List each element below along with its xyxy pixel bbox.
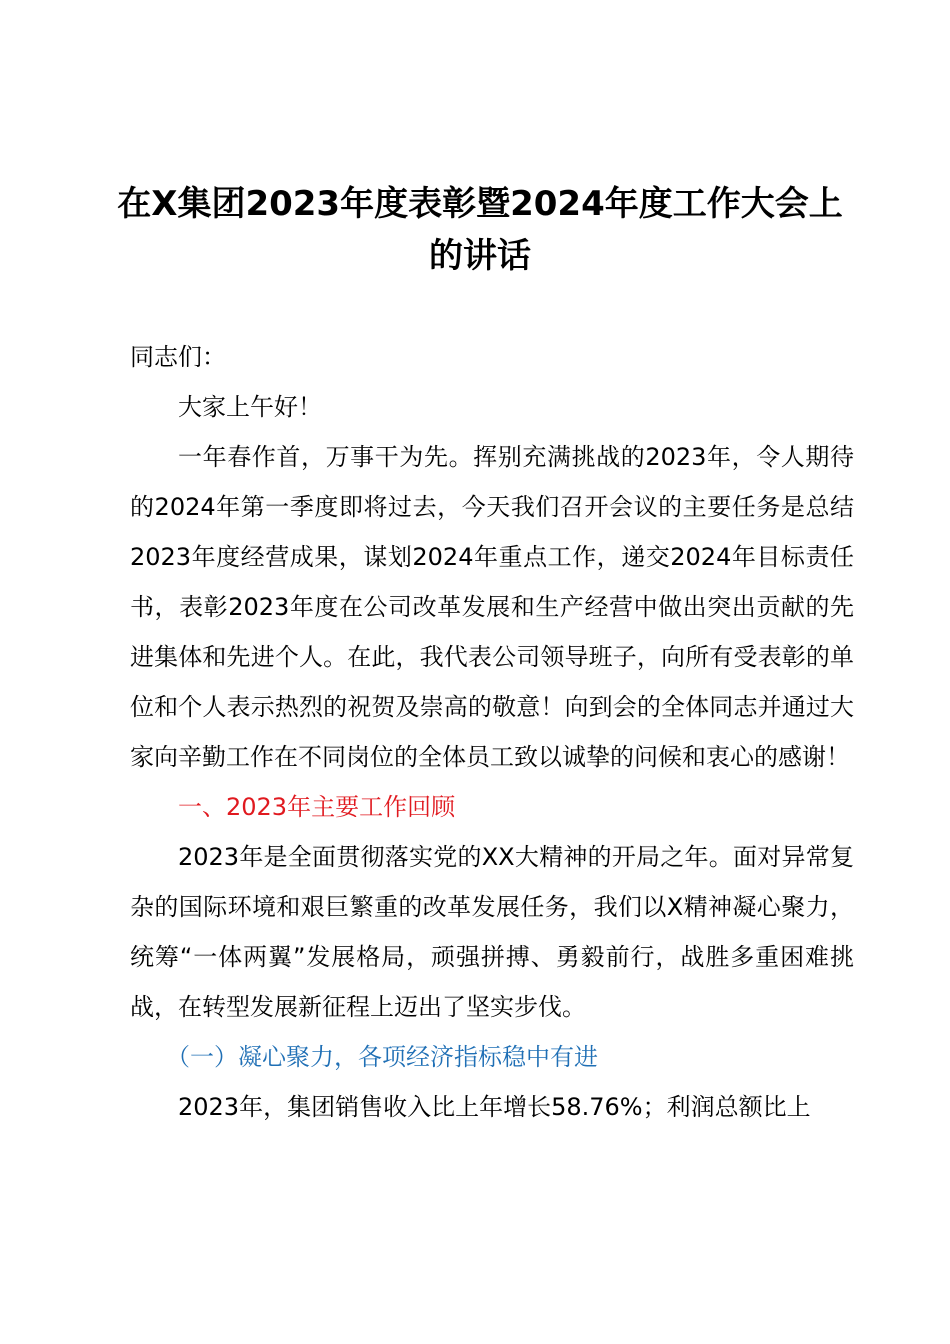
paragraph-indicators: 2023年，集团销售收入比上年增长58.76%；利润总额比上 [178,1093,811,1121]
paragraph-review: 2023年是全面贯彻落实党的XX大精神的开局之年。面对异常复杂的国际环境和艰巨繁重的改革发展任务，我们以X精神凝心聚力，统筹“一体两翼”发展格局，顽强拼搏、勇毅前行，战胜多重困难挑战，在转型发展新征程上迈出了坚实步伐。 [130,843,854,1021]
greeting: 大家上午好！ [178,393,322,421]
salutation: 同志们： [130,343,226,371]
section-heading-review: 一、2023年主要工作回顾 [178,793,456,821]
subsection-heading-indicators: （一）凝心聚力，各项经济指标稳中有进 [166,1043,598,1071]
document-body [130,332,854,1132]
document-title: 在X集团2023年度表彰暨2024年度工作大会上的讲话 [117,184,843,276]
paragraph-intro: 一年春作首，万事干为先。挥别充满挑战的2023年，令人期待的2024年第一季度即将过去，今天我们召开会议的主要任务是总结2023年度经营成果，谋划2024年重点工作，递交2024年目标责任书，表彰2023年度在公司改革发展和生产经营中做出突出贡献的先进集体和先进个人。在此，我代表公司领导班子，向所有受表彰的单位和个人表示热烈的祝贺及崇高的敬意！向到会的全体同志并通过大家向辛勤工作在不同岗位的全体员工致以诚挚的问候和衷心的感谢！ [130,443,854,771]
